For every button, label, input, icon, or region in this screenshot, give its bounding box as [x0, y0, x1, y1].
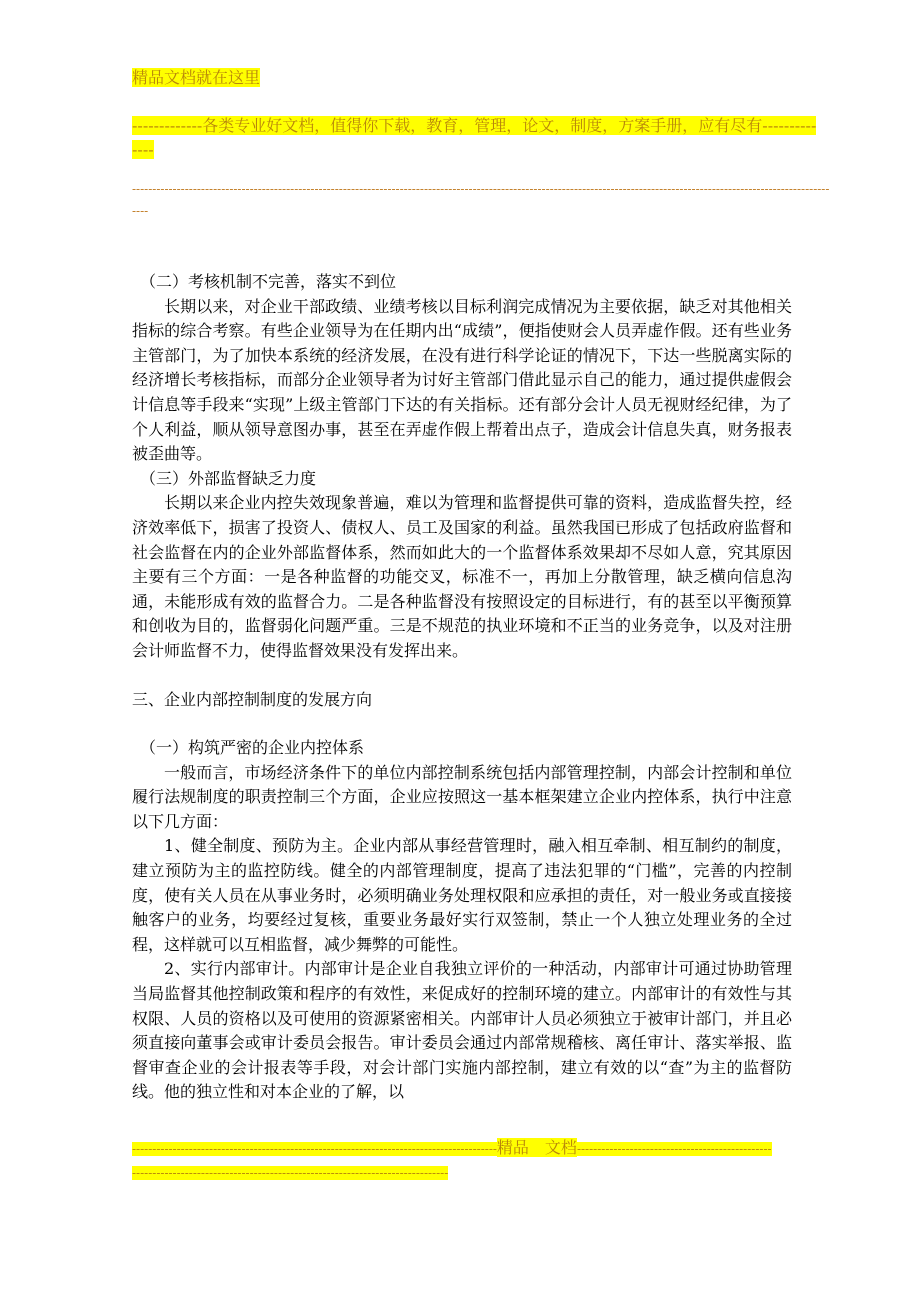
- header-banner: [132, 66, 260, 90]
- section-3-paragraph: 长期以来企业内控失效现象普遍，难以为管理和监督提供可靠的资料，造成监督失控，经济效率低下，损害了投资人、债权人、员工及国家的利益。虽然我国已形成了包括政府监督和社会监督在内的企业外部监督体系，然而如此大的一个监督体系效果却不尽如人意，究其原因主要有三个方面：一是各种监督的功能交叉，标准不一，再加上分散管理，缺乏横向信息沟通，未能形成有效的监督合力。二是各种监督没有按照设定的目标进行，有的甚至以平衡预算和创收为目的，监督弱化问题严重。三是不规范的执业环境和不正当的业务竞争，以及对注册会计师监督不力，使得监督效果没有发挥出来。: [132, 493, 792, 660]
- header-tagline: -------------各类专业好文档，值得你下载，教育，管理，论文，制度，方案手册，应有尽有--------------: [132, 116, 817, 159]
- section-2-heading: （二）考核机制不完善，落实不到位: [140, 272, 397, 291]
- header-title: 精品文档就在这里: [132, 68, 261, 87]
- footer-banner: [132, 1136, 772, 1185]
- section-2-paragraph: 长期以来，对企业干部政绩、业绩考核以目标利润完成情况为主要依据，缺乏对其他相关指标的综合考察。有些企业领导为在任期内出“成绩”，便指使财会人员弄虚作假。还有些业务主管部门，为了加快本系统的经济发展，在没有进行科学论证的情况下，下达一些脱离实际的经济增长考核指标，而部分企业领导者为讨好主管部门借此显示自己的能力，通过提供虚假会计信息等手段来“实现”上级主管部门下达的有关指标。还有部分会计人员无视财经纪律，为了个人利益，顺从领导意图办事，甚至在弄虚作假上帮着出点子，造成会计信息失真，财务报表被歪曲等。: [132, 296, 792, 464]
- footer-label: 精品 文档: [496, 1138, 577, 1157]
- header-dash-separator: --------------------------------------------------------------------------------------------------------------------------------------------------------------------------------: [132, 182, 830, 218]
- part-3-heading: 三、企业内部控制制度的发展方向: [132, 689, 373, 709]
- section-3-heading: （三）外部监督缺乏力度: [140, 468, 317, 488]
- footer-dash-tail: ------------------------------------------------------------------------------------------------------------------------------: [132, 1142, 772, 1180]
- subsection-1-heading: （一）构筑严密的企业内控体系: [140, 738, 365, 758]
- subsection-1-item-2: 2、实行内部审计。内部审计是企业自我独立评价的一种活动，内部审计可通过协助管理当局监督其他控制政策和程序的有效性，来促成好的控制环境的建立。内部审计的有效性与其权限、人员的资格以及可使用的资源紧密相关。内部审计人员必须独立于被审计部门，并且必须直接向董事会或审计委员会报告。审计委员会通过内部常规稽核、离任审计、落实举报、监督审查企业的会计报表等手段，对会计部门实施内部控制，建立有效的以“查”为主的监督防线。他的独立性和对本企业的了解，以: [132, 959, 792, 1102]
- document-body: [132, 270, 792, 1105]
- subsection-1-item-1: 1、健全制度、预防为主。企业内部从事经营管理时，融入相互牵制、相互制约的制度，建立预防为主的监控防线。健全的内部管理制度，提高了违法犯罪的“门槛”，完善的内控制度，使有关人员在从事业务时，必须明确业务处理权限和应承担的责任，对一般业务或直接接触客户的业务，均要经过复核，重要业务最好实行双签制，禁止一个人独立处理业务的全过程，这样就可以互相监督，减少舞弊的可能性。: [132, 836, 792, 954]
- footer-dash-lead: ------------------------------------------------------------------------------------------: [132, 1142, 497, 1156]
- subsection-1-intro: 一般而言，市场经济条件下的单位内部控制系统包括内部管理控制，内部会计控制和单位履行法规制度的职责控制三个方面，企业应按照这一基本框架建立企业内控体系，执行中注意以下几方面：: [132, 762, 792, 831]
- header-tagline-block: [132, 114, 820, 162]
